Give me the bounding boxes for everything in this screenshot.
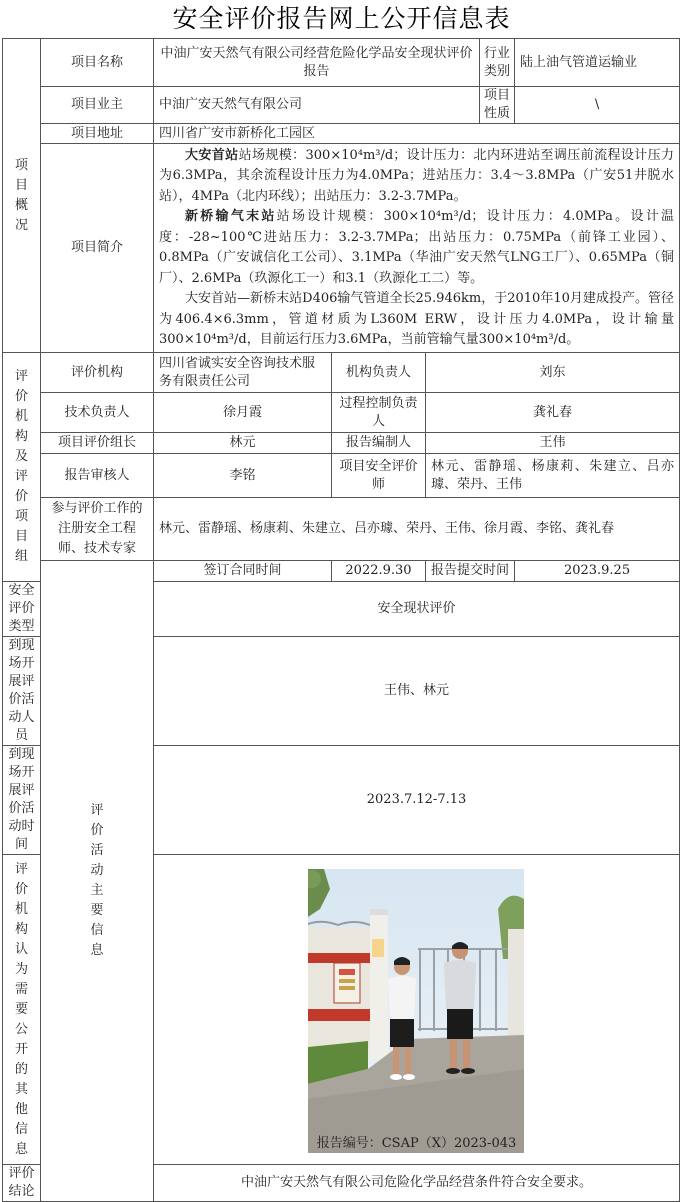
process-head-value: 龚礼春 <box>426 393 680 433</box>
owner-label: 项目业主 <box>41 87 154 124</box>
nature-label: 项目性质 <box>480 87 515 124</box>
time-label: 到现场开展评价活动时间 <box>3 746 41 855</box>
project-name: 中油广安天然气有限公司经营危险化学品安全现状评价报告 <box>154 39 480 87</box>
intro-station1-text: 站场规模：300×10⁴m³/d；设计压力：北内环进站至调压前流程设计压力为6.3MPa，其余流程设计压力为4.0MPa；进站压力：3.4～3.8MPa（广安51井脱水站），4MPa（北内环线）；出站压力：3.2-3.7MPa。 <box>159 147 675 204</box>
process-head-label: 过程控制负责人 <box>332 393 426 433</box>
intro-station2-name: 新桥输气末站 <box>185 209 277 224</box>
reviewer-value: 李铭 <box>154 454 332 498</box>
time-value: 2023.7.12-7.13 <box>154 746 680 855</box>
project-intro <box>154 144 680 353</box>
nature-value: \ <box>515 87 680 124</box>
submit-label: 报告提交时间 <box>426 561 515 582</box>
owner-value: 中油广安天然气有限公司 <box>154 87 480 124</box>
experts-value: 林元、雷静瑶、杨康莉、朱建立、吕亦璩、荣丹、王伟、徐月霞、李铭、龚礼春 <box>154 498 680 561</box>
contract-label: 签订合同时间 <box>154 561 332 582</box>
other-info-cell <box>154 855 680 1165</box>
leader-label: 项目评价组长 <box>41 433 154 454</box>
contract-value: 2022.9.30 <box>332 561 426 582</box>
section-activities: 评价活动主要信息 <box>41 561 154 1202</box>
evaluators-label: 项目安全评价师 <box>332 454 426 498</box>
tech-head-label: 技术负责人 <box>41 393 154 433</box>
org-label: 评价机构 <box>41 353 154 393</box>
intro-station1-name: 大安首站 <box>185 147 239 163</box>
org-head-value: 刘东 <box>426 353 680 393</box>
address-label: 项目地址 <box>41 124 154 144</box>
intro-label: 项目简介 <box>41 144 154 353</box>
intro-pipeline-text: 大安首站—新桥末站D406输气管道全长25.946km，于2010年10月建成投产。管径为406.4×6.3mm，管道材质为L360M ERW，设计压力4.0MPa，设计输量300×10⁴m³/d，目前运行压力3.6MPa，当前管输气量300×10⁴m³/d。 <box>159 291 675 347</box>
section-agency: 评价机构及评价项目组 <box>3 353 41 582</box>
tech-head-value: 徐月霞 <box>154 393 332 433</box>
writer-value: 王伟 <box>426 433 680 454</box>
intro-station2-text: 站场设计规模：300×10⁴m³/d；设计压力：4.0MPa。设计温度：-28~100℃进站压力：3.2-3.7MPa；出站压力：0.75MPa（前锋工业园）、0.8MPa（广安诚信化工公司）、3.1MPa（华油广安天然气LNG工厂）、0.65MPa（铜厂）、2.6MPa（玖源化工一）和3.1（玖源化工二）等。 <box>159 209 675 286</box>
writer-label: 报告编制人 <box>332 433 426 454</box>
submit-value: 2023.9.25 <box>515 561 680 582</box>
project-name-label: 项目名称 <box>41 39 154 87</box>
industry-value: 陆上油气管道运输业 <box>515 39 680 87</box>
section-overview: 项目概况 <box>3 39 41 353</box>
report-number: 报告编号：CSAP（X）2023-043 <box>316 1135 517 1151</box>
conclusion-value: 中油广安天然气有限公司危险化学品经营条件符合安全要求。 <box>154 1165 680 1202</box>
type-label: 安全评价类型 <box>3 582 41 637</box>
staff-label: 到现场开展评价活动人员 <box>3 637 41 746</box>
page-title: 安全评价报告网上公开信息表 <box>172 4 511 33</box>
address-value: 四川省广安市新桥化工园区 <box>154 124 680 144</box>
org-head-label: 机构负责人 <box>332 353 426 393</box>
industry-label: 行业类别 <box>480 39 515 87</box>
info-table <box>2 38 680 1202</box>
type-value: 安全现状评价 <box>154 582 680 637</box>
leader-value: 林元 <box>154 433 332 454</box>
evaluators-value: 林元、雷静瑶、杨康莉、朱建立、吕亦璩、荣丹、王伟 <box>426 454 680 498</box>
org-value: 四川省诚实安全咨询技术服务有限责任公司 <box>154 353 332 393</box>
conclusion-label: 评价结论 <box>3 1165 41 1202</box>
reviewer-label: 报告审核人 <box>41 454 154 498</box>
experts-label: 参与评价工作的注册安全工程师、技术专家 <box>41 498 154 561</box>
staff-value: 王伟、林元 <box>154 637 680 746</box>
other-info-label: 评价机构认为需要公开的其他信息 <box>3 855 41 1165</box>
site-photo-icon <box>308 869 524 1153</box>
